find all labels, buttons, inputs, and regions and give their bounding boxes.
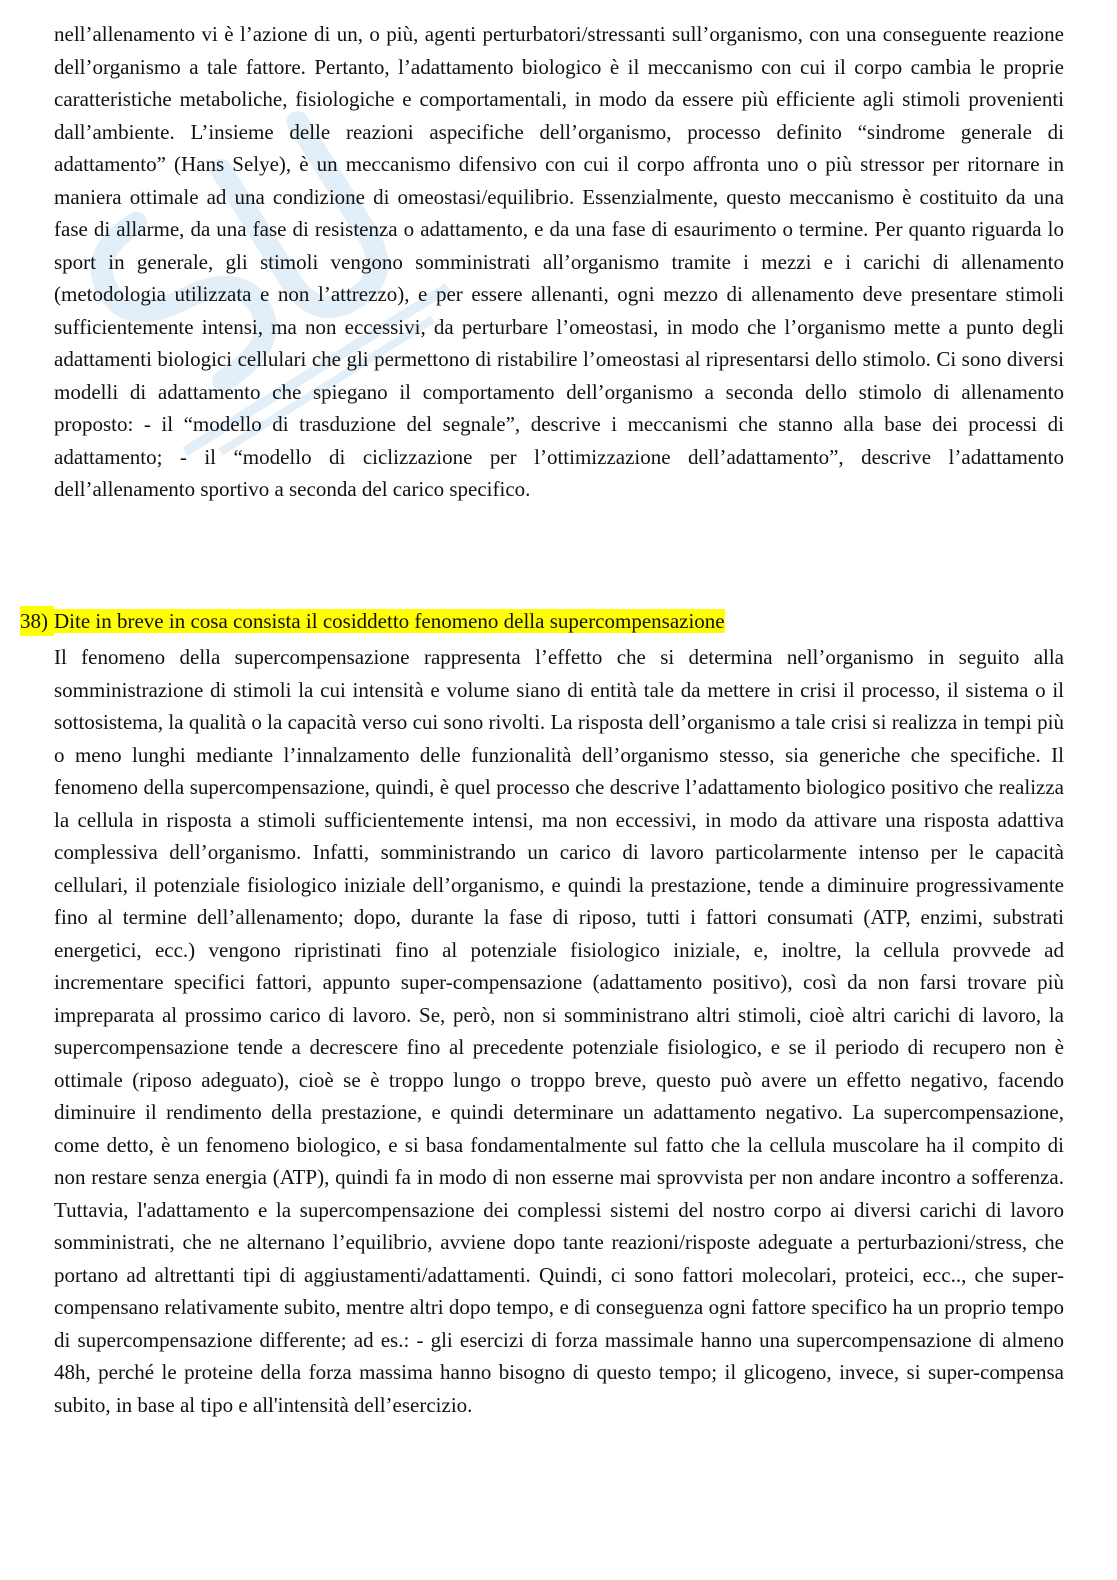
intro-paragraph: nell’allenamento vi è l’azione di un, o più, agenti perturbatori/stressanti sull’organismo, con una conseguente reazione dell’organismo a tale fattore. Pertanto, l’adattamento biologico è il meccanismo con cui il corpo cambia le proprie caratteristiche metaboliche, fisiologiche e comportamentali, in modo da essere più efficiente agli stimoli provenienti dall’ambiente. L’insieme delle reazioni aspecifiche dell’organismo, processo definito “sindrome generale di adattamento” (Hans Selye), è un meccanismo difensivo con cui il corpo affronta uno o più stressor per ritornare in maniera ottimale ad una condizione di omeostasi/equilibrio. Essenzialmente, questo meccanismo è costituito da una fase di allarme, da una fase di resistenza o adattamento, e da una fase di esaurimento o termine. Per quanto riguarda lo sport in generale, gli stimoli vengono somministrati all’organismo tramite i mezzi e i carichi di allenamento (metodologia utilizzata e non l’attrezzo), e per essere allenanti, ogni mezzo di allenamento deve presentare stimoli sufficientemente intensi, ma non eccessivi, da perturbare l’omeostasi, in modo che l’organismo mette a punto degli adattamenti biologici cellulari che gli permettono di ristabilire l’omeostasi al ripresentarsi dello stimolo. Ci sono diversi modelli di adattamento che spiegano il comportamento dell’organismo a seconda dello stimolo di allenamento proposto: - il “modello di trasduzione del segnale”, descrive i meccanismi che stanno alla base dei processi di adattamento; - il “modello di ciclizzazione per l’ottimizzazione dell’adattamento”, descrive l’adattamento dell’allenamento sportivo a seconda del carico specifico. xyxy=(54,22,1064,501)
question-heading xyxy=(20,606,725,636)
question-number: 38) xyxy=(20,606,54,636)
question-text: Dite in breve in cosa consista il cosiddetto fenomeno della supercompensazione xyxy=(54,609,725,633)
answer-paragraph: Il fenomeno della supercompensazione rappresenta l’effetto che si determina nell’organismo in seguito alla somministrazione di stimoli la cui intensità e volume siano di entità tale da mettere in crisi il processo, il sistema o il sottosistema, la qualità o la capacità verso cui sono rivolti. La risposta dell’organismo a tale crisi si realizza in tempi più o meno lunghi mediante l’innalzamento delle funzionalità dell’organismo stesso, sia generiche che specifiche. Il fenomeno della supercompensazione, quindi, è quel processo che descrive l’adattamento biologico positivo che realizza la cellula in risposta a stimoli sufficientemente intensi, ma non eccessivi, in modo da attivare una risposta adattiva complessiva dell’organismo. Infatti, somministrando un carico di lavoro particolarmente intenso per le capacità cellulari, il potenziale fisiologico iniziale dell’organismo, e quindi la prestazione, tende a diminuire progressivamente fino al termine dell’allenamento; dopo, durante la fase di riposo, tutti i fattori consumati (ATP, enzimi, substrati energetici, ecc.) vengono ripristinati fino al potenziale fisiologico iniziale, e, inoltre, la cellula provvede ad incrementare specifici fattori, appunto super-compensazione (adattamento positivo), così da non farsi trovare più impreparata al prossimo carico di lavoro. Se, però, non si somministrano altri stimoli, cioè altri carichi di lavoro, la supercompensazione tende a decrescere fino al precedente potenziale fisiologico, e se il periodo di recupero non è ottimale (riposo adeguato), cioè se è troppo lungo o troppo breve, questo può avere un effetto negativo, facendo diminuire il rendimento della prestazione, e quindi determinare un adattamento negativo. La supercompensazione, come detto, è un fenomeno biologico, e si basa fondamentalmente sul fatto che la cellula muscolare ha il compito di non restare senza energia (ATP), quindi fa in modo di non esserne mai sprovvista per non andare incontro a sofferenza. Tuttavia, l'adattamento e la supercompensazione dei complessi sistemi del nostro corpo ai diversi carichi di lavoro somministrati, che ne alternano l’equilibrio, avviene dopo tante reazioni/risposte adeguate a perturbazioni/stress, che portano ad altrettanti tipi di aggiustamenti/adattamenti. Quindi, ci sono fattori molecolari, proteici, ecc.., che super-compensano relativamente subito, mentre altri dopo tempo, e di conseguenza ogni fattore specifico ha un proprio tempo di supercompensazione differente; ad es.: - gli esercizi di forza massimale hanno una supercompensazione di almeno 48h, perché le proteine della forza massima hanno bisogno di questo tempo; il glicogeno, invece, si super-compensa subito, in base al tipo e all'intensità dell’esercizio. xyxy=(54,645,1064,1417)
